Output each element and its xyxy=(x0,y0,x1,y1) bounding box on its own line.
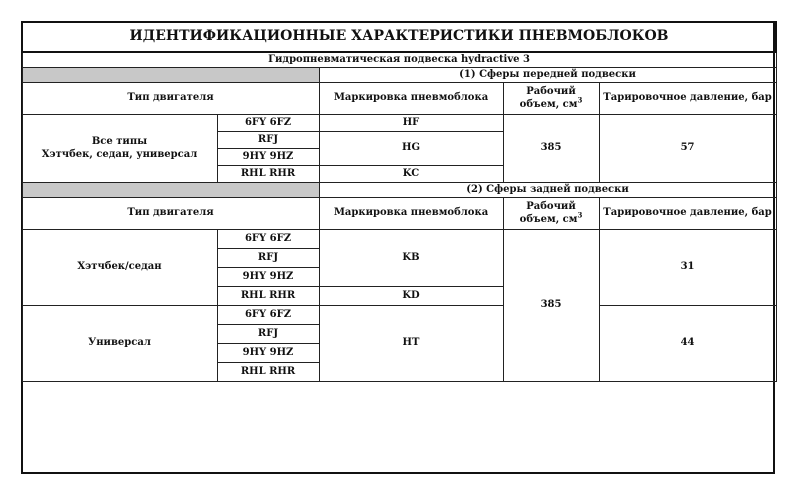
engine-type-header: Тип двигателя xyxy=(22,83,319,115)
pressure-header: Тарировочное давление, бар xyxy=(599,83,776,115)
sphere-marking: KB xyxy=(319,230,503,287)
engine-code: RFJ xyxy=(217,132,319,149)
engine-code: 6FY 6FZ xyxy=(217,230,319,249)
front-section-title: (1) Сферы передней подвески xyxy=(319,68,776,83)
engine-code: 6FY 6FZ xyxy=(217,306,319,325)
rear-pressure: 31 xyxy=(599,230,776,306)
section-gray-cell xyxy=(22,183,319,198)
engine-code: RHL RHR xyxy=(217,166,319,183)
engine-code: 9HY 9HZ xyxy=(217,149,319,166)
marking-header: Маркировка пневмоблока xyxy=(319,83,503,115)
sphere-marking: KD xyxy=(319,287,503,306)
engine-code: 9HY 9HZ xyxy=(217,344,319,363)
engine-code: RFJ xyxy=(217,325,319,344)
rear-engine-group: Хэтчбек/седан xyxy=(22,230,217,306)
marking-header: Маркировка пневмоблока xyxy=(319,198,503,230)
front-volume: 385 xyxy=(503,115,599,183)
sphere-identification-table xyxy=(21,21,777,382)
rear-engine-group: Универсал xyxy=(22,306,217,382)
engine-code: RHL RHR xyxy=(217,287,319,306)
front-pressure: 57 xyxy=(599,115,776,183)
engine-code: 6FY 6FZ xyxy=(217,115,319,132)
section-gray-cell xyxy=(22,68,319,83)
table-title: ИДЕНТИФИКАЦИОННЫЕ ХАРАКТЕРИСТИКИ ПНЕВМОБЛОКОВ xyxy=(22,22,776,52)
pressure-header: Тарировочное давление, бар xyxy=(599,198,776,230)
rear-volume: 385 xyxy=(503,230,599,382)
volume-header: Рабочий объем, $см^3$ xyxy=(503,198,599,230)
rear-pressure: 44 xyxy=(599,306,776,382)
volume-header: Рабочий объем, $см^3$ xyxy=(503,83,599,115)
sphere-marking: HT xyxy=(319,306,503,382)
sphere-marking: HF xyxy=(319,115,503,132)
rear-section-title: (2) Сферы задней подвески xyxy=(319,183,776,198)
sphere-marking: KC xyxy=(319,166,503,183)
table-subtitle: Гидропневматическая подвеска hydractive 3 xyxy=(22,52,776,68)
sphere-marking: HG xyxy=(319,132,503,166)
engine-type-header: Тип двигателя xyxy=(22,198,319,230)
engine-code: RFJ xyxy=(217,249,319,268)
engine-code: 9HY 9HZ xyxy=(217,268,319,287)
engine-code: RHL RHR xyxy=(217,363,319,382)
front-engine-group: Все типы Хэтчбек, седан, универсал xyxy=(22,115,217,183)
